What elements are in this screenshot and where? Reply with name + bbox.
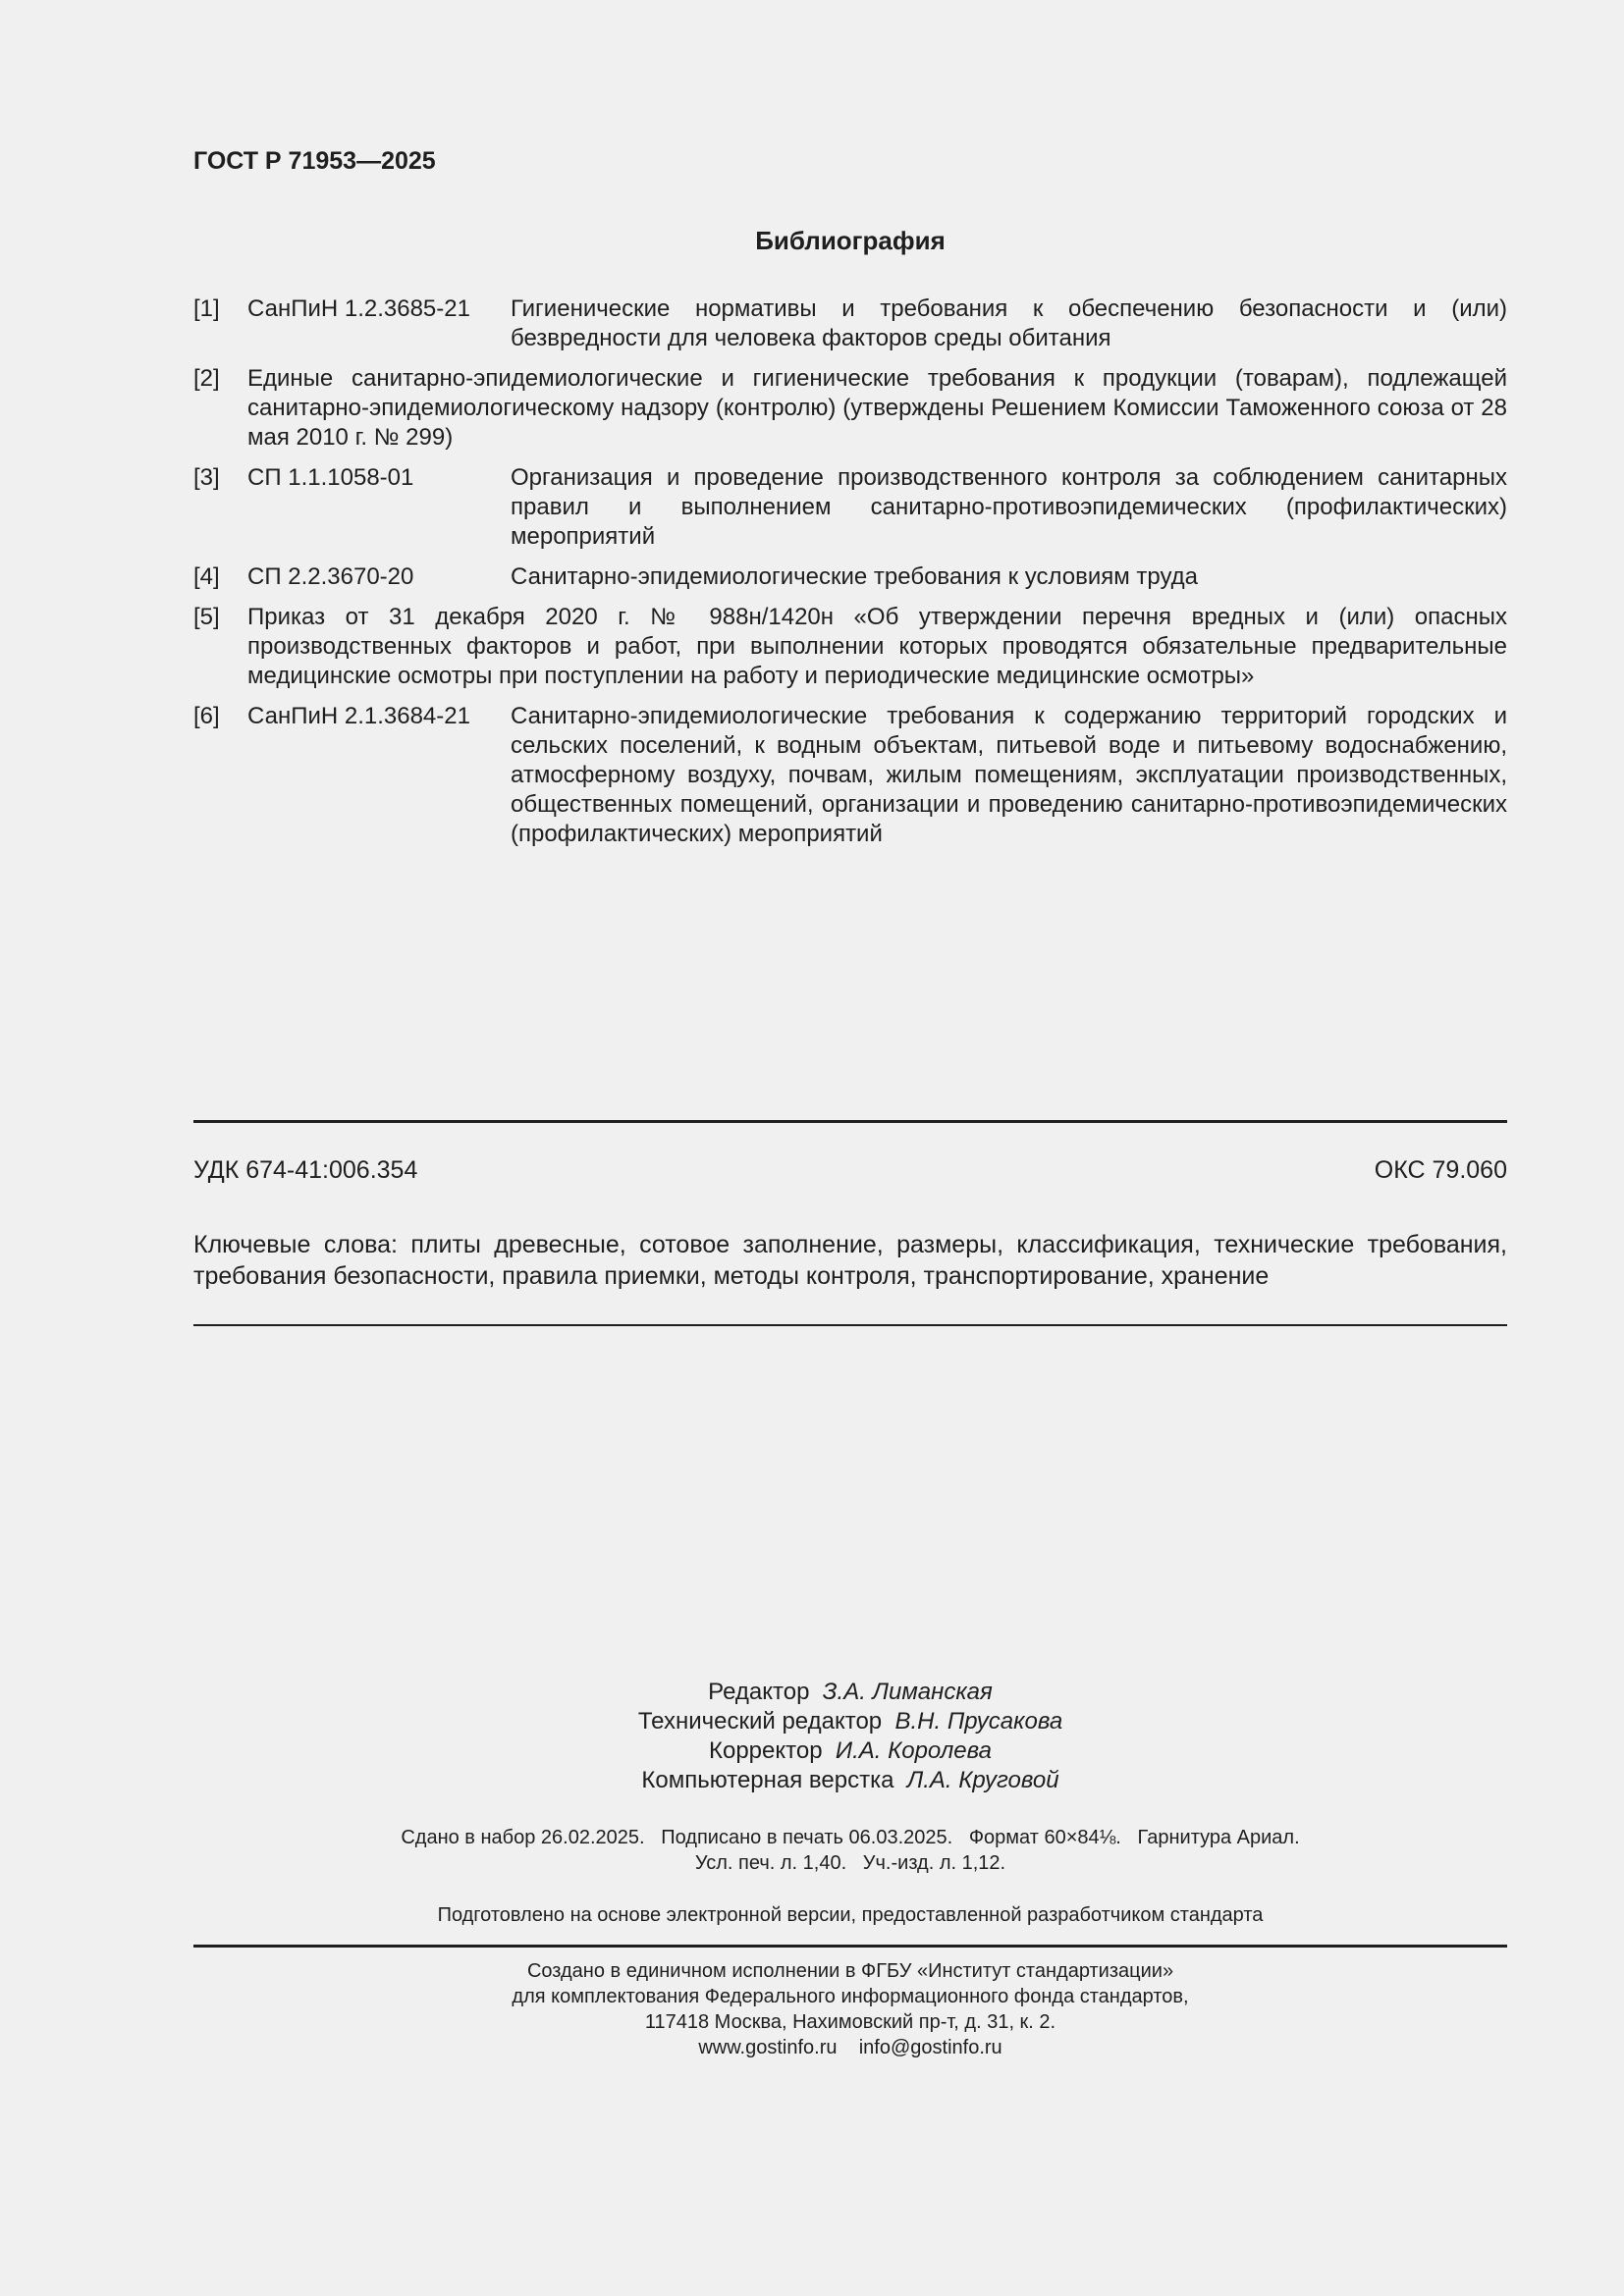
bibliography-item-text: Гигиенические нормативы и требования к обеспечению безопасности и (или) безвредности для человека факторов среды обитания <box>511 295 1507 351</box>
bibliography-item <box>193 702 1507 849</box>
print-info-line: Сдано в набор 26.02.2025. Подписано в печать 06.03.2025. Формат 60×84⅛. Гарнитура Ариал. <box>401 1827 1300 1848</box>
bibliography-item <box>193 364 1507 453</box>
bibliography-item <box>193 294 1507 353</box>
credit-label: Корректор <box>709 1737 823 1764</box>
bibliography-item-number: [2] <box>193 365 220 392</box>
publisher-info <box>193 1958 1507 2060</box>
prepared-note: Подготовлено на основе электронной версии, предоставленной разработчиком стандарта <box>437 1904 1264 1926</box>
credit-label: Технический редактор <box>637 1708 883 1735</box>
print-info-line: Усл. печ. л. 1,40. Уч.-изд. л. 1,12. <box>694 1852 1006 1874</box>
bibliography-item-code: СП 1.1.1058-01 <box>247 464 414 491</box>
bibliography-item-code: СанПиН 1.2.3685-21 <box>247 295 470 322</box>
credit-corrector <box>193 1736 1507 1766</box>
keywords: Ключевые слова: плиты древесные, сотовое заполнение, размеры, классификация, технические требования, требования безопасности, правила приемки, методы контроля, транспортирование, хранение <box>193 1231 1507 1290</box>
publisher-line: Создано в единичном исполнении в ФГБУ «Институт стандартизации» <box>526 1960 1174 1982</box>
bibliography-item-number: [5] <box>193 604 220 630</box>
bibliography-item-number: [1] <box>193 295 220 322</box>
credit-name: З.А. Лиманская <box>822 1679 993 1705</box>
bibliography-item-code: СанПиН 2.1.3684-21 <box>247 703 470 729</box>
credit-label: Редактор <box>708 1679 810 1705</box>
bibliography-item-number: [4] <box>193 563 220 590</box>
bibliography-item-text: Организация и проведение производственного контроля за соблюдением санитарных правил и выполнением санитарно-противоэпидемических (профилактических) мероприятий <box>511 464 1507 550</box>
bibliography-item-code: СП 2.2.3670-20 <box>247 563 414 590</box>
divider-bottom <box>193 1945 1507 1948</box>
bibliography-item <box>193 603 1507 691</box>
bibliography-list <box>193 294 1507 860</box>
credit-label: Компьютерная верстка <box>641 1767 894 1793</box>
bibliography-item-text: Санитарно-эпидемиологические требования к содержанию территорий городских и сельских поселений, к водным объектам, питьевой воде и питьевому водоснабжению, атмосферному воздуху, почвам, жилым помещениям, эксплуатации производственных, общественных помещений, организации и проведению санитарно-противоэпидемических (профилактических) мероприятий <box>511 703 1507 847</box>
credit-tech-editor <box>193 1707 1507 1736</box>
print-info <box>193 1825 1507 1876</box>
credits-block <box>193 1678 1507 1795</box>
bibliography-title: Библиография <box>755 226 946 255</box>
oks-code: ОКС 79.060 <box>1374 1156 1507 1184</box>
publisher-line: 117418 Москва, Нахимовский пр-т, д. 31, к. 2. <box>644 2011 1056 2033</box>
bibliography-item <box>193 463 1507 552</box>
credit-editor <box>193 1678 1507 1707</box>
credit-name: Л.А. Круговой <box>906 1767 1059 1793</box>
credit-name: В.Н. Прусакова <box>894 1708 1063 1735</box>
udk-code: УДК 674-41:006.354 <box>193 1156 418 1184</box>
bibliography-item-number: [6] <box>193 703 220 729</box>
publisher-links: www.gostinfo.ru info@gostinfo.ru <box>698 2037 1002 2058</box>
bibliography-item-number: [3] <box>193 464 220 491</box>
bibliography-item-text: Приказ от 31 декабря 2020 г. № 988н/1420н «Об утверждении перечня вредных и (или) опасных производственных факторов и работ, при выполнении которых проводятся обязательные предварительные медицинские осмотры при поступлении на работу и периодические медицинские осмотры» <box>247 604 1507 689</box>
credit-layout <box>193 1766 1507 1795</box>
document-page <box>193 0 1507 2296</box>
bibliography-item-text: Санитарно-эпидемиологические требования к условиям труда <box>511 563 1199 590</box>
divider-top <box>193 1120 1507 1123</box>
divider-middle <box>193 1324 1507 1326</box>
document-code: ГОСТ Р 71953—2025 <box>193 147 436 175</box>
publisher-line: для комплектования Федерального информационного фонда стандартов, <box>512 1986 1189 2007</box>
bibliography-item <box>193 562 1507 592</box>
credit-name: И.А. Королева <box>835 1737 992 1764</box>
bibliography-item-text: Единые санитарно-эпидемиологические и гигиенические требования к продукции (товарам), подлежащей санитарно-эпидемиологическому надзору (контролю) (утверждены Решением Комиссии Таможенного союза от 28 мая 2010 г. № 299) <box>247 365 1507 451</box>
